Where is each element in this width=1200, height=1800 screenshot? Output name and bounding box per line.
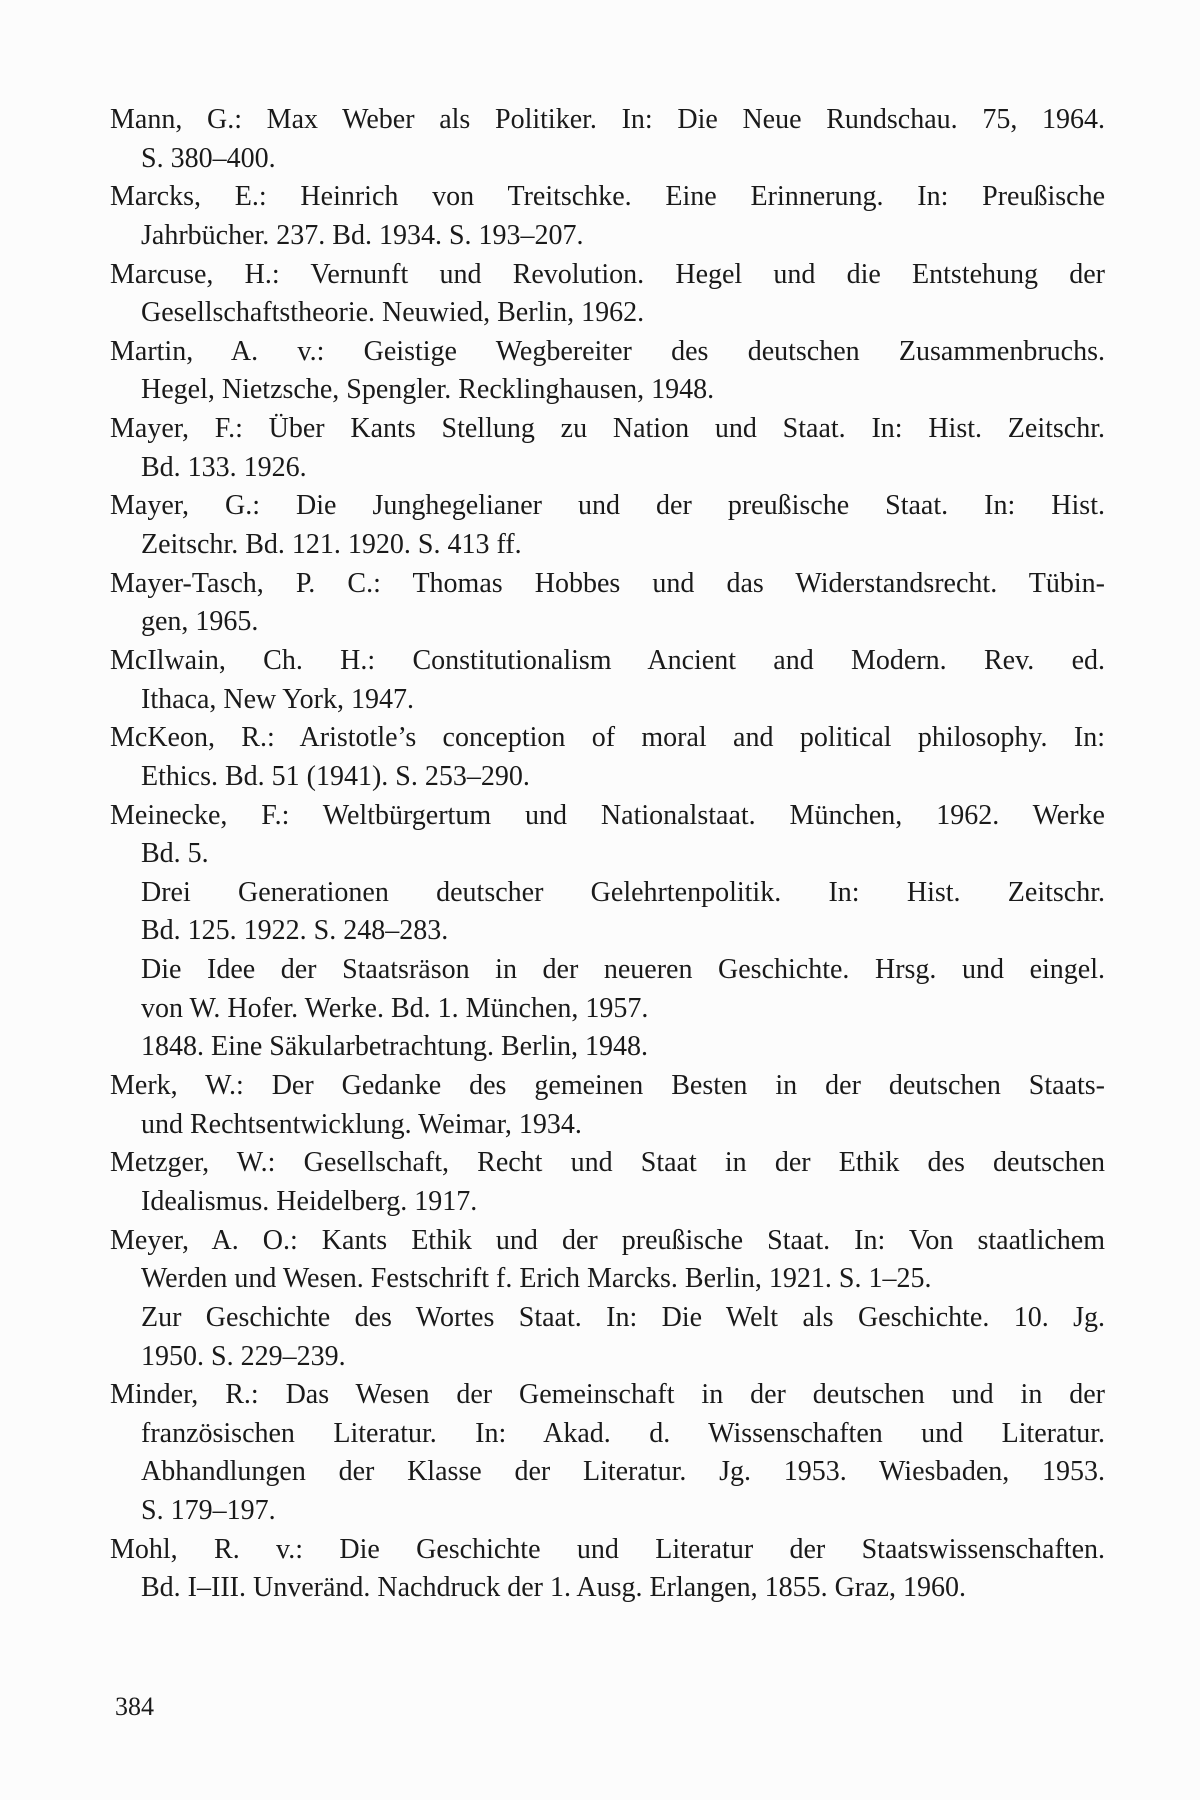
bibliography-continuation-entry: [110, 874, 1105, 951]
entry-line: S. 179–197.: [141, 1495, 276, 1527]
entry-line: Zur Geschichte des Wortes Staat. In: Die Welt als Geschichte. 10. Jg.: [141, 1301, 1105, 1333]
entry-line: 1950. S. 229–239.: [141, 1340, 346, 1372]
entry-line: Meinecke, F.: Weltbürgertum und Nationalstaat. München, 1962. Werke: [110, 799, 1105, 831]
bibliography-entry: [110, 101, 1105, 178]
entry-line: und Rechtsentwicklung. Weimar, 1934.: [141, 1108, 582, 1140]
entry-line: McIlwain, Ch. H.: Constitutionalism Ancient and Modern. Rev. ed.: [110, 644, 1105, 676]
entry-line: Ithaca, New York, 1947.: [141, 683, 414, 715]
bibliography-entry: [110, 1144, 1105, 1221]
bibliography-entry: [110, 1222, 1105, 1299]
bibliography-entry: [110, 797, 1105, 874]
bibliography-continuation-entry: [110, 1299, 1105, 1376]
entry-line: Zeitschr. Bd. 121. 1920. S. 413 ff.: [141, 529, 522, 561]
entry-line: Mann, G.: Max Weber als Politiker. In: Die Neue Rundschau. 75, 1964.: [110, 104, 1105, 135]
entry-line: Werden und Wesen. Festschrift f. Erich Marcks. Berlin, 1921. S. 1–25.: [141, 1263, 932, 1295]
entry-line: Drei Generationen deutscher Gelehrtenpolitik. In: Hist. Zeitschr.: [141, 876, 1105, 908]
entry-line: McKeon, R.: Aristotle’s conception of moral and political philosophy. In:: [110, 722, 1105, 754]
bibliography-entry: [110, 178, 1105, 255]
bibliography-continuation-entry: [110, 951, 1105, 1028]
entry-line: Ethics. Bd. 51 (1941). S. 253–290.: [141, 760, 530, 792]
entry-line: Hegel, Nietzsche, Spengler. Recklinghausen, 1948.: [141, 374, 715, 406]
entry-line: Marcks, E.: Heinrich von Treitschke. Eine Erinnerung. In: Preußische: [110, 181, 1105, 213]
bibliography-entry: [110, 565, 1105, 642]
bibliography-entry: [110, 410, 1105, 487]
entry-line: Idealismus. Heidelberg. 1917.: [141, 1185, 478, 1217]
entry-line: gen, 1965.: [141, 606, 259, 638]
entry-line: Meyer, A. O.: Kants Ethik und der preußische Staat. In: Von staatlichem: [110, 1224, 1105, 1256]
entry-line: S. 380–400.: [141, 142, 276, 174]
entry-line: Minder, R.: Das Wesen der Gemeinschaft in der deutschen und in der: [110, 1379, 1105, 1411]
page-number: 384: [115, 1692, 154, 1721]
bibliography-entry: [110, 642, 1105, 719]
entry-line: Bd. 5.: [141, 838, 209, 870]
entry-line: Jahrbücher. 237. Bd. 1934. S. 193–207.: [141, 219, 584, 251]
entry-line: Gesellschaftstheorie. Neuwied, Berlin, 1962.: [141, 297, 645, 329]
entry-line: Martin, A. v.: Geistige Wegbereiter des deutschen Zusammenbruchs.: [110, 335, 1105, 367]
bibliography-entry: [110, 487, 1105, 564]
entry-line: Mayer-Tasch, P. C.: Thomas Hobbes und das Widerstandsrecht. Tübin-: [110, 567, 1105, 599]
entry-line: Die Idee der Staatsräson in der neueren Geschichte. Hrsg. und eingel.: [141, 954, 1105, 986]
bibliography-entry: [110, 256, 1105, 333]
entry-line: Bd. 125. 1922. S. 248–283.: [141, 915, 449, 947]
bibliography-entry: [110, 719, 1105, 796]
bibliography-list: [110, 101, 1105, 1608]
entry-line: Mayer, G.: Die Junghegelianer und der preußische Staat. In: Hist.: [110, 490, 1105, 522]
entry-line: Marcuse, H.: Vernunft und Revolution. Hegel und die Entstehung der: [110, 258, 1105, 290]
entry-line: 1848. Eine Säkularbetrachtung. Berlin, 1948.: [141, 1031, 648, 1063]
entry-line: Merk, W.: Der Gedanke des gemeinen Besten in der deutschen Staats-: [110, 1070, 1105, 1102]
bibliography-continuation-entry: [110, 1028, 1105, 1067]
entry-line: Bd. 133. 1926.: [141, 451, 307, 483]
entry-line: Mohl, R. v.: Die Geschichte und Literatur der Staatswissenschaften.: [110, 1533, 1105, 1565]
bibliography-entry: [110, 333, 1105, 410]
entry-line: Abhandlungen der Klasse der Literatur. Jg. 1953. Wiesbaden, 1953.: [141, 1456, 1105, 1488]
entry-line: Bd. I–III. Unveränd. Nachdruck der 1. Ausg. Erlangen, 1855. Graz, 1960.: [141, 1572, 966, 1604]
entry-line: von W. Hofer. Werke. Bd. 1. München, 1957.: [141, 992, 649, 1024]
bibliography-entry: [110, 1376, 1105, 1531]
bibliography-entry: [110, 1531, 1105, 1608]
entry-line: französischen Literatur. In: Akad. d. Wissenschaften und Literatur.: [141, 1417, 1105, 1449]
bibliography-entry: [110, 1067, 1105, 1144]
entry-line: Mayer, F.: Über Kants Stellung zu Nation und Staat. In: Hist. Zeitschr.: [110, 413, 1105, 445]
entry-line: Metzger, W.: Gesellschaft, Recht und Staat in der Ethik des deutschen: [110, 1147, 1105, 1179]
